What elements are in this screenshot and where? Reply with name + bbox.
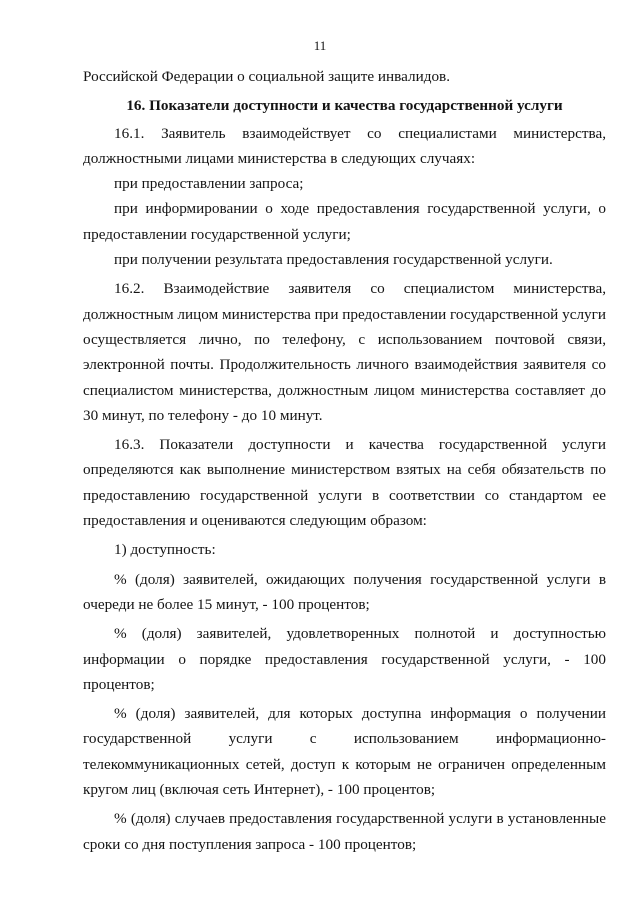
paragraph-case-result: при получении результата предоставления государственной услуги. xyxy=(114,251,553,269)
paragraph-16-1: 16.1. Заявитель взаимодействует со специалистами министерства, должностными лицами министерства в следующих случаях: xyxy=(83,124,606,167)
document-body xyxy=(83,64,606,857)
section-heading: 16. Показатели доступности и качества государственной услуги xyxy=(126,97,563,115)
paragraph-case-informing: при информировании о ходе предоставления государственной услуги, о предоставлении государственной услуги; xyxy=(83,200,606,243)
page-number: 11 xyxy=(313,38,327,53)
paragraph-indicator-queue: % (доля) заявителей, ожидающих получения государственной услуги в очереди не более 15 минут, - 100 процентов; xyxy=(83,570,606,613)
paragraph-availability: 1) доступность: xyxy=(114,541,216,559)
paragraph-continuation: Российской Федерации о социальной защите инвалидов. xyxy=(83,68,451,85)
paragraph-indicator-deadlines: % (доля) случаев предоставления государственной услуги в установленные сроки со дня поступления запроса - 100 процентов; xyxy=(83,810,606,853)
paragraph-indicator-information: % (доля) заявителей, удовлетворенных полнотой и доступностью информации о порядке предоставления государственной услуги, - 100 процентов; xyxy=(83,625,606,693)
paragraph-16-2: 16.2. Взаимодействие заявителя со специалистом министерства, должностным лицом министерства при предоставлении государственной услуги осуществляется лично, по телефону, с использованием почтовой связи, электронной почты. Продолжительность личного взаимодействия заявителя со специалистом министерства, должностным лицом министерства составляет до 30 минут, по телефону - до 10 минут. xyxy=(83,280,606,424)
paragraph-16-3: 16.3. Показатели доступности и качества государственной услуги определяются как выполнение министерством взятых на себя обязательств по предоставлению государственной услуги в соответствии со стандартом ее предоставления и оцениваются следующим образом: xyxy=(83,436,606,530)
paragraph-case-request: при предоставлении запроса; xyxy=(114,175,304,193)
paragraph-indicator-internet: % (доля) заявителей, для которых доступна информация о получении государственной услуги с использованием информационно-телекоммуникационных сетей, доступ к которым не ограничен определенным кругом лиц (включая сеть Интернет), - 100 процентов; xyxy=(83,705,606,799)
